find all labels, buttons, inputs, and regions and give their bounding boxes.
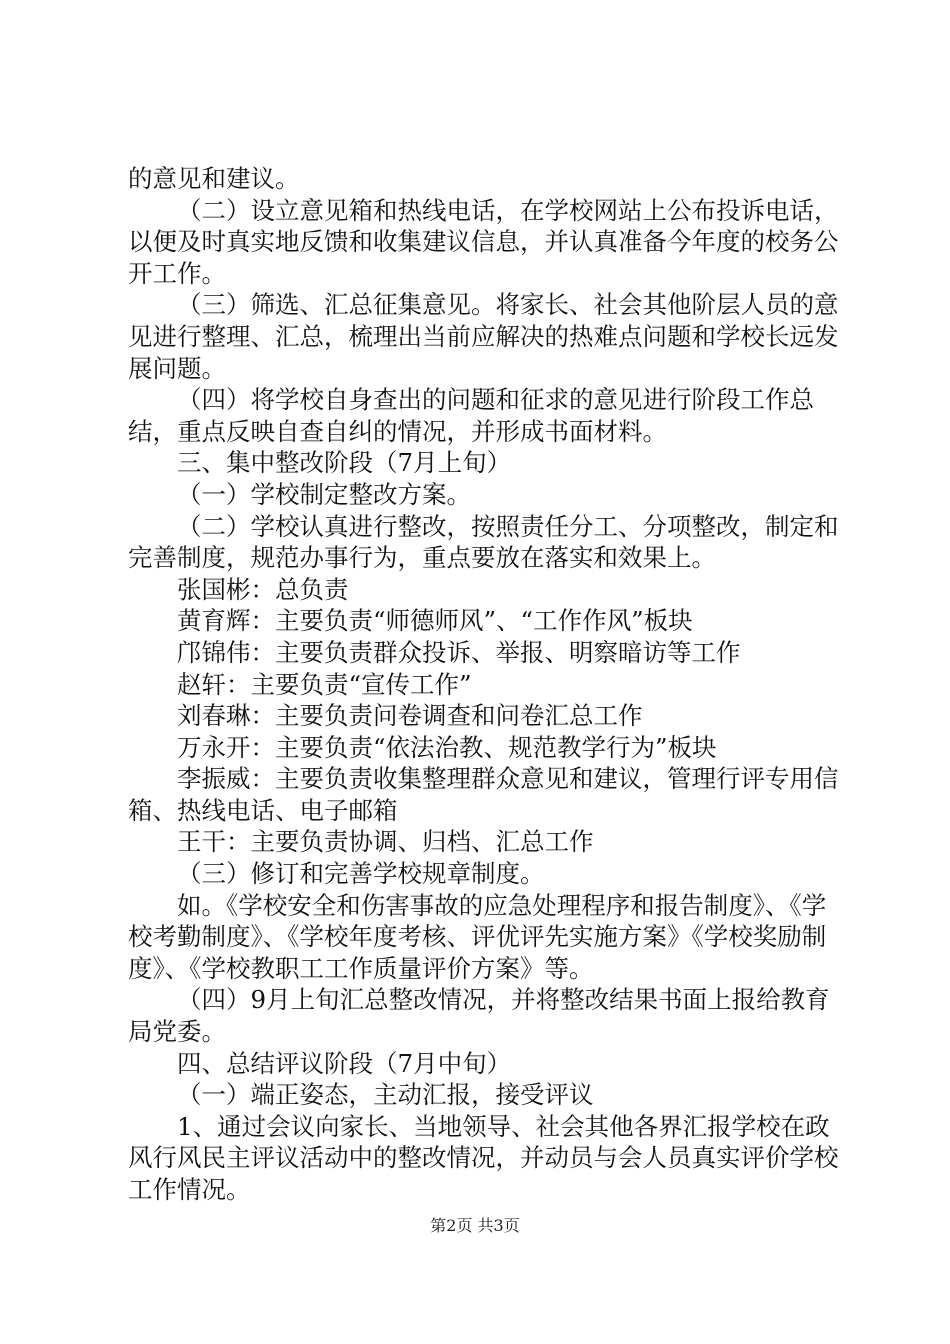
paragraph: 如。《学校安全和伤害事故的应急处理程序和报告制度》、《学校考勤制度》、《学校年度考核、评优评先实施方案》《学校奖励制度》、《学校教职工工作质量评价方案》等。 xyxy=(128,890,827,983)
paragraph: （二）学校认真进行整改，按照责任分工、分项整改，制定和完善制度，规范办事行为，重点要放在落实和效果上。 xyxy=(128,511,839,573)
responsibility-item: 万永开：主要负责“依法治教、规范教学行为”板块 xyxy=(177,732,717,762)
paragraph: （四）将学校自身查出的问题和征求的意见进行阶段工作总结，重点反映自查自纠的情况，并形成书面材料。 xyxy=(128,385,814,446)
page-footer: 第2页 共3页 xyxy=(430,1216,520,1235)
paragraph: （三）筛选、汇总征集意见。将家长、社会其他阶层人员的意见进行整理、汇总，梳理出当前应解决的热难点问题和学校长远发展问题。 xyxy=(128,290,839,383)
paragraph: （四）9月上旬汇总整改情况，并将整改结果书面上报给教育局党委。 xyxy=(128,985,830,1047)
responsibility-item: 李振威：主要负责收集整理群众意见和建议，管理行评专用信箱、热线电话、电子邮箱 xyxy=(128,764,839,825)
paragraph: （一）学校制定整改方案。 xyxy=(177,479,471,509)
responsibility-item: 邝锦伟：主要负责群众投诉、举报、明察暗访等工作 xyxy=(177,637,741,667)
paragraph: （三）修订和完善学校规章制度。 xyxy=(177,859,545,889)
paragraph: （一）端正姿态，主动汇报，接受评议 xyxy=(177,1080,594,1110)
section-heading: 四、总结评议阶段（7月中旬） xyxy=(177,1048,512,1078)
paragraph: 1、通过会议向家长、当地领导、社会其他各界汇报学校在政风行风民主评议活动中的整改情况，并动员与会人员真实评价学校工作情况。 xyxy=(128,1111,839,1204)
paragraph: 的意见和建议。 xyxy=(128,164,300,193)
responsibility-item: 赵轩：主要负责“宣传工作” xyxy=(177,669,472,699)
responsibility-item: 王干：主要负责协调、归档、汇总工作 xyxy=(177,827,594,857)
responsibility-item: 黄育辉：主要负责“师德师风”、“工作作风”板块 xyxy=(177,606,693,636)
responsibility-item: 张国彬：总负责 xyxy=(177,574,349,604)
section-heading: 三、集中整改阶段（7月上旬） xyxy=(177,448,512,478)
document-body xyxy=(128,163,840,1206)
responsibility-item: 刘春琳：主要负责问卷调查和问卷汇总工作 xyxy=(177,701,643,731)
paragraph: （二）设立意见箱和热线电话，在学校网站上公布投诉电话，以便及时真实地反馈和收集建议信息，并认真准备今年度的校务公开工作。 xyxy=(128,195,839,288)
